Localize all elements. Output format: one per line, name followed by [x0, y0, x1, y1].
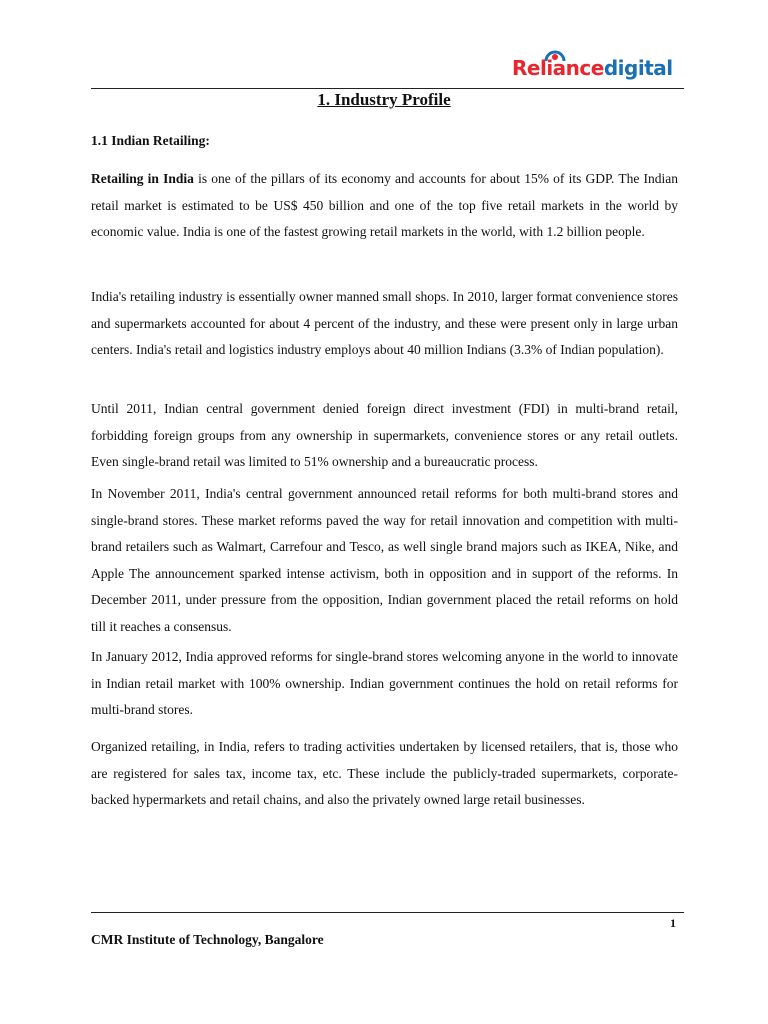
paragraph-retailing-industry: India's retailing industry is essentially owner manned small shops. In 2010, larger format convenience stores and supermarkets accounted for about 4 percent of the industry, and these were present only in large urban centers. India's retail and logistics industry employs about 40 million Indians (3.3% of Indian population).	[91, 289, 678, 357]
footer-divider	[91, 912, 684, 913]
paragraph-january-2012: In January 2012, India approved reforms for single-brand stores welcoming anyone in the world to innovate in Indian retail market with 100% ownership. Indian government continues the hold on retail reforms for multi-brand stores.	[91, 649, 678, 717]
logo-wordmark	[512, 56, 673, 80]
paragraph-fdi-until-2011: Until 2011, Indian central government denied foreign direct investment (FDI) in multi-brand retail, forbidding foreign groups from any ownership in supermarkets, convenience stores or any retail outlets. Even single-brand retail was limited to 51% ownership and a bureaucratic process.	[91, 401, 678, 469]
logo-wordmark-reliance: Reliance	[512, 56, 604, 80]
footer-institution: CMR Institute of Technology, Bangalore	[91, 932, 324, 947]
header-divider	[91, 88, 684, 89]
section-heading: 1.1 Indian Retailing:	[91, 133, 210, 148]
page-number: 1	[670, 916, 676, 930]
paragraph-november-2011-reforms: In November 2011, India's central government announced retail reforms for both multi-brand stores and single-brand stores. These market reforms paved the way for retail innovation and competition with multi-brand retailers such as Walmart, Carrefour and Tesco, as well single brand majors such as IKEA, Nike, and Apple The announcement sparked intense activism, both in opposition and in support of the reforms. In December 2011, under pressure from the opposition, Indian government placed the retail reforms on hold till it reaches a consensus.	[91, 486, 678, 634]
page-title: 1. Industry Profile	[317, 90, 451, 109]
reliance-digital-logo	[512, 44, 678, 86]
paragraph-retailing-in-india	[91, 166, 678, 246]
paragraph-text: is one of the pillars of its economy and accounts for about 15% of its GDP. The Indian retail market is estimated to be US$ 450 billion and one of the top five retail markets in the world by economic value. India is one of the fastest growing retail markets in the world, with 1.2 billion people.	[91, 171, 678, 239]
paragraph-organized-retailing: Organized retailing, in India, refers to trading activities undertaken by licensed retailers, that is, those who are registered for sales tax, income tax, etc. These include the publicly-traded supermarkets, corporate-backed hypermarkets and retail chains, and also the privately owned large retail businesses.	[91, 739, 678, 807]
logo-wordmark-digital: digital	[603, 56, 673, 80]
paragraph-lead-text: Retailing in India	[91, 171, 194, 186]
